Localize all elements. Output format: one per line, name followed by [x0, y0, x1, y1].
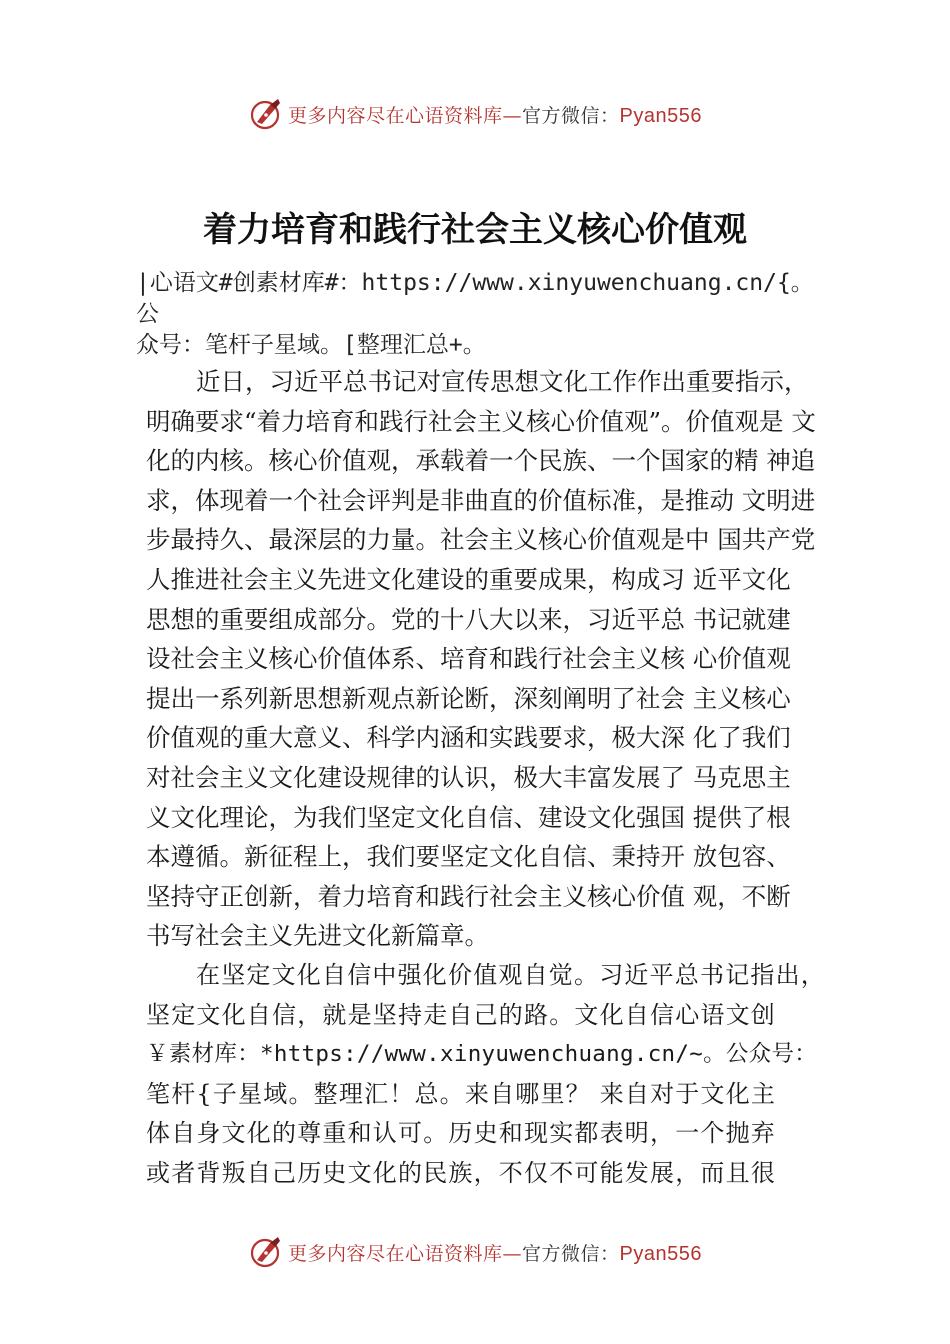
text-line: 思想的重要组成部分。党的十八大以来，习近平总 书记就建: [146, 604, 791, 634]
text-line: 体自身文化的尊重和认可。历史和现实都表明，一个抛弃: [146, 1119, 776, 1148]
source-line: 众号：笔杆子星域。[整理汇总+。: [136, 332, 486, 358]
banner-wechat-label: 官方微信：: [522, 104, 620, 127]
text-line: 价值观的重大意义、科学内涵和实践要求，极大深 化了我们: [146, 723, 791, 753]
text-line: 化的内核。核心价值观，承载着一个民族、一个国家的精 神追: [146, 446, 816, 476]
banner-account: Pyan556: [619, 1242, 702, 1265]
paragraph-1: [146, 362, 846, 956]
banner-account: Pyan556: [619, 104, 702, 127]
document-title: 着力培育和践行社会主义核心价值观: [203, 210, 747, 250]
banner-text: [288, 1239, 702, 1266]
text-line: 设社会主义核心价值体系、培育和践行社会主义核 心价值观: [146, 644, 791, 674]
text-line: 笔杆{子星域。整理汇！总。来自哪里？ 来自对于文化主: [146, 1079, 777, 1108]
footer-banner: [0, 1232, 950, 1272]
text-line: 在坚定文化自信中强化价值观自觉。习近平总书记指出，: [196, 961, 826, 989]
paragraph-2: [146, 956, 846, 1194]
text-line: 对社会主义文化建设规律的认识，极大丰富发展了 马克思主: [146, 762, 791, 792]
banner-slogan: 更多内容尽在心语资料库: [288, 104, 503, 127]
text-line: 近日，习近平总书记对宣传思想文化工作作出重要指示，: [196, 367, 809, 396]
text-line: 求，体现着一个社会评判是非曲直的价值标准，是推动 文明进: [146, 485, 816, 515]
text-line: 明确要求“着力培育和践行社会主义核心价值观”。价值观是 文: [146, 406, 816, 436]
text-line: 人推进社会主义先进文化建设的重要成果，构成习 近平文化: [146, 564, 791, 594]
source-line: |心语文#创素材库#：https://www.xinyuwenchuang.cn/{。公: [136, 270, 814, 327]
text-line: ￥素材库：*https://www.xinyuwenchuang.cn/~。公众号：: [146, 1041, 818, 1068]
source-note: [136, 268, 836, 361]
text-line: 本遵循。新征程上，我们要坚定文化自信、秉持开 放包容、: [146, 842, 791, 872]
text-line: 书写社会主义先进文化新篇章。: [146, 921, 489, 951]
banner-text: [288, 101, 702, 128]
text-line: 提出一系列新思想新观点新论断，深刻阐明了社会 主义核心: [146, 683, 791, 713]
banner-slogan: 更多内容尽在心语资料库: [288, 1242, 503, 1265]
text-line: 步最持久、最深层的力量。社会主义核心价值观是中 国共产党: [146, 525, 816, 555]
text-line: 义文化理论，为我们坚定文化自信、建设文化强国 提供了根: [146, 802, 791, 832]
header-banner: [0, 94, 950, 134]
banner-separator: —: [502, 1242, 523, 1265]
text-line: 或者背叛自己历史文化的民族，不仅不可能发展，而且很: [146, 1158, 776, 1187]
pen-nib-logo-icon: [248, 1234, 284, 1270]
banner-separator: —: [502, 104, 523, 127]
text-line: 坚定文化自信，就是坚持走自己的路。文化自信心语文创: [146, 1000, 776, 1029]
banner-wechat-label: 官方微信：: [522, 1242, 620, 1265]
pen-nib-logo-icon: [248, 96, 284, 132]
text-line: 坚持守正创新，着力培育和践行社会主义核心价值 观，不断: [146, 881, 791, 911]
